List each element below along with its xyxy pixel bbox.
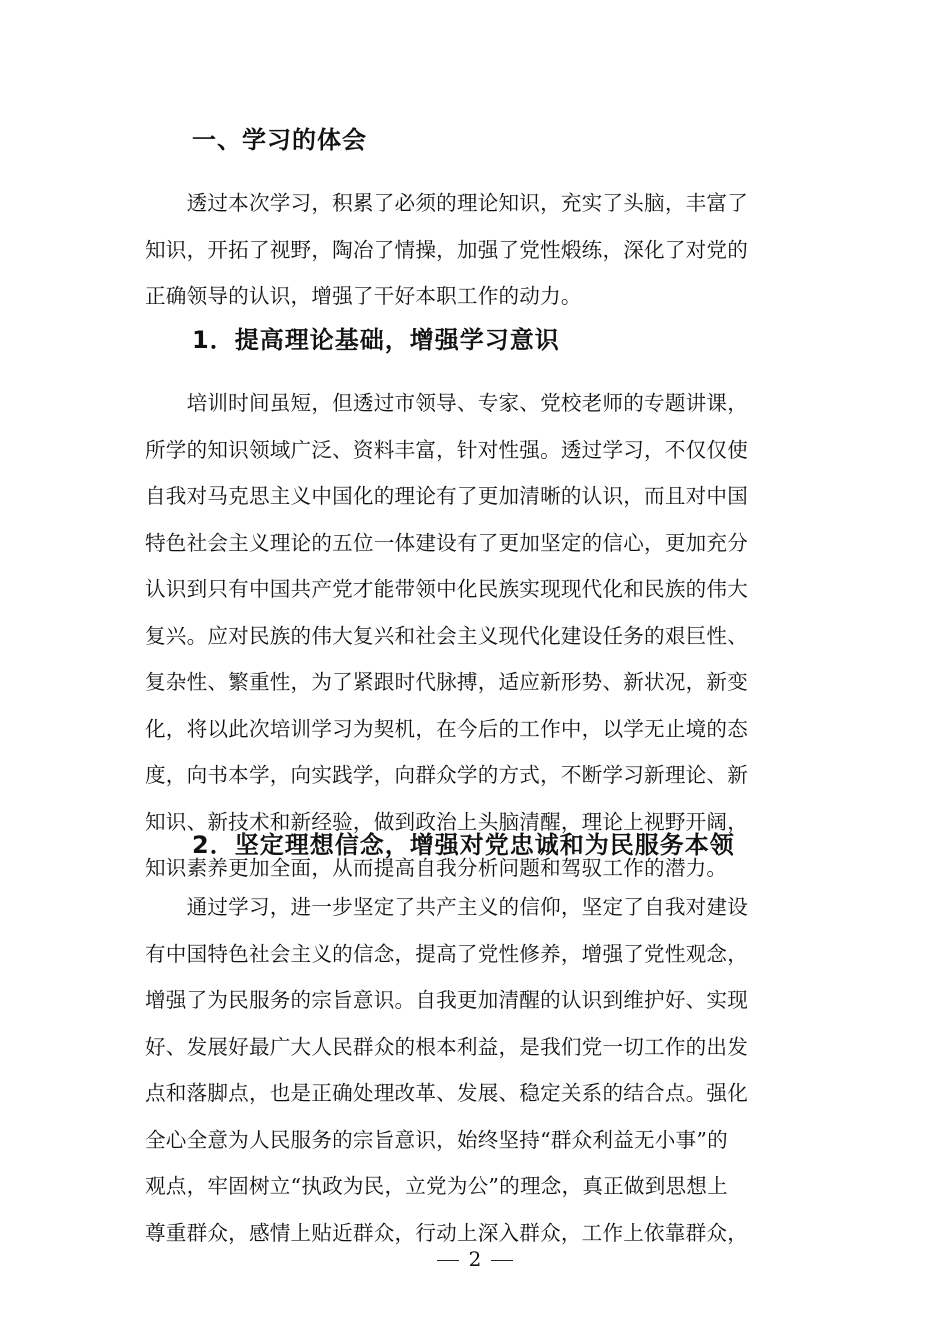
paragraph-line: 知识，开拓了视野，陶冶了情操，加强了党性煅练，深化了对党的: [145, 237, 749, 262]
paragraph-line: 知识、新技术和新经验，做到政治上头脑清醒，理论上视野开阔，: [145, 809, 749, 834]
paragraph-line: 正确领导的认识，增强了干好本职工作的动力。: [145, 284, 582, 308]
page-number: 2: [468, 1247, 482, 1271]
paragraph-experience: [145, 180, 805, 320]
paragraph-line: 好、发展好最广大人民群众的根本利益，是我们党一切工作的出发: [145, 1034, 749, 1059]
paragraph-line: 增强了为民服务的宗旨意识。自我更加清醒的认识到维护好、实现: [145, 988, 749, 1012]
paragraph-line: 所学的知识领域广泛、资料丰富，针对性强。透过学习，不仅仅使: [145, 437, 749, 462]
paragraph-line: 尊重群众，感情上贴近群众，行动上深入群众，工作上依靠群众，: [145, 1220, 749, 1245]
paragraph-line: 知识素养更加全面，从而提高自我分析问题和驾驭工作的潜力。: [145, 856, 728, 880]
paragraph-line: 化，将以此次培训学习为契机，在今后的工作中，以学无止境的态: [145, 716, 749, 741]
paragraph-line: 培训时间虽短，但透过市领导、专家、党校老师的专题讲课，: [145, 391, 749, 415]
page-footer: [0, 1245, 950, 1273]
paragraph-ideals: [145, 884, 805, 1256]
paragraph-line: 度，向书本学，向实践学，向群众学的方式，不断学习新理论、新: [145, 763, 749, 787]
paragraph-line: 复兴。应对民族的伟大复兴和社会主义现代化建设任务的艰巨性、: [145, 623, 749, 648]
paragraph-line: 全心全意为人民服务的宗旨意识，始终坚持“群众利益无小事”的: [145, 1127, 728, 1152]
footer-dash-right: [491, 1260, 513, 1261]
section-heading-ideals: 2．坚定理想信念，增强对党忠诚和为民服务本领: [192, 831, 735, 859]
section-heading-theory: 1．提高理论基础，增强学习意识: [192, 326, 560, 354]
paragraph-line: 复杂性、繁重性，为了紧跟时代脉搏，适应新形势、新状况，新变: [145, 670, 749, 694]
footer-dash-left: [437, 1260, 459, 1261]
paragraph-line: 点和落脚点，也是正确处理改革、发展、稳定关系的结合点。强化: [145, 1081, 749, 1105]
paragraph-line: 自我对马克思主义中国化的理论有了更加清晰的认识，而且对中国: [145, 484, 749, 508]
paragraph-line: 通过学习，进一步坚定了共产主义的信仰，坚定了自我对建设: [145, 895, 749, 919]
paragraph-line: 透过本次学习，积累了必须的理论知识，充实了头脑，丰富了: [145, 191, 749, 215]
paragraph-line: 观点，牢固树立“执政为民，立党为公”的理念，真正做到思想上: [145, 1174, 728, 1198]
paragraph-line: 特色社会主义理论的五位一体建设有了更加坚定的信心，更加充分: [145, 530, 749, 555]
paragraph-line: 有中国特色社会主义的信念，提高了党性修养，增强了党性观念，: [145, 941, 749, 966]
section-heading-experience: 一、学习的体会: [192, 126, 367, 154]
paragraph-line: 认识到只有中国共产党才能带领中化民族实现现代化和民族的伟大: [145, 577, 749, 601]
paragraph-theory: [145, 380, 805, 892]
